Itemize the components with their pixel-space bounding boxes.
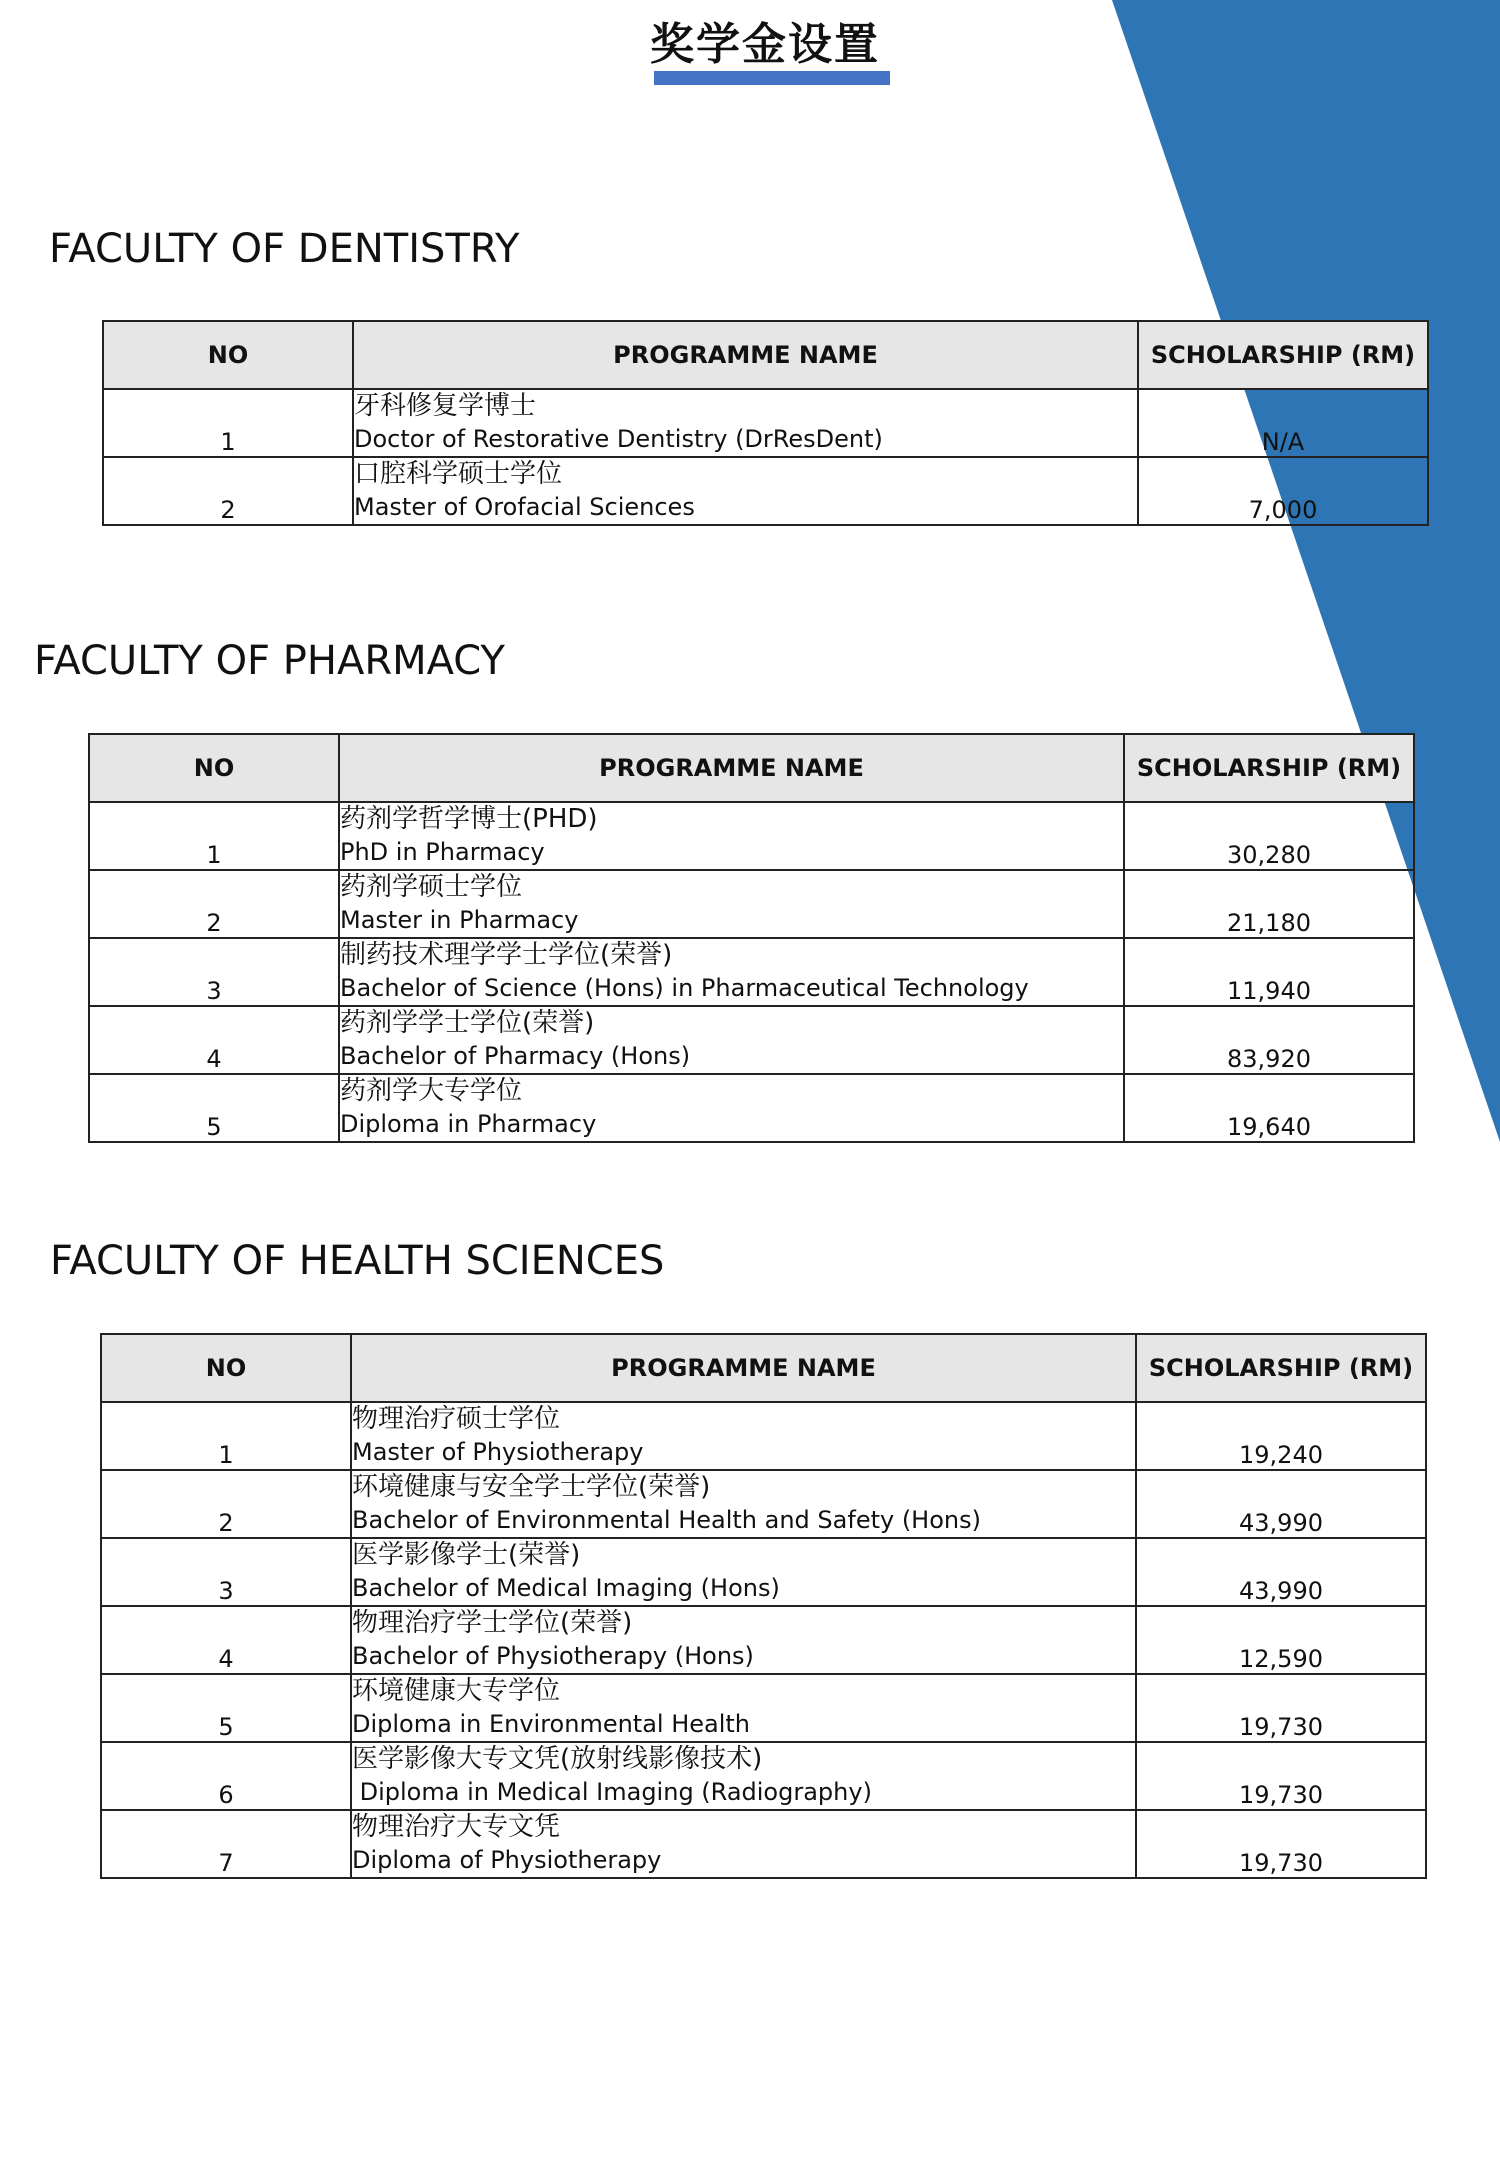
programme-cell	[351, 1742, 1136, 1810]
programme-name-chinese: 医学影像大专文凭(放射线影像技术)	[352, 1744, 763, 1774]
column-header-no: NO	[89, 734, 339, 802]
pharmacy-table	[88, 733, 1415, 1143]
row-number: 5	[89, 1074, 339, 1142]
scholarship-amount: 12,590	[1136, 1606, 1426, 1674]
programme-name-chinese: 医学影像学士(荣誉)	[352, 1540, 581, 1570]
programme-cell	[339, 1074, 1124, 1142]
table-row	[89, 938, 1414, 1006]
programme-name-english: Doctor of Restorative Dentistry (DrResDent)	[354, 425, 883, 453]
row-number: 2	[89, 870, 339, 938]
faculty-title-dentistry: FACULTY OF DENTISTRY	[49, 226, 520, 272]
table-row	[101, 1538, 1426, 1606]
programme-cell	[353, 389, 1138, 457]
table-row	[101, 1674, 1426, 1742]
row-number: 2	[103, 457, 353, 525]
programme-name-english: Master of Physiotherapy	[352, 1438, 644, 1466]
table-row	[101, 1742, 1426, 1810]
scholarship-amount: 83,920	[1124, 1006, 1414, 1074]
row-number: 7	[101, 1810, 351, 1878]
table-row	[103, 389, 1428, 457]
health-sciences-rows	[101, 1402, 1426, 1878]
scholarship-amount: 43,990	[1136, 1538, 1426, 1606]
row-number: 1	[101, 1402, 351, 1470]
row-number: 6	[101, 1742, 351, 1810]
column-header-no: NO	[103, 321, 353, 389]
programme-name-chinese: 口腔科学硕士学位	[354, 459, 563, 489]
scholarship-amount: 30,280	[1124, 802, 1414, 870]
column-header-programme: PROGRAMME NAME	[351, 1334, 1136, 1402]
title-underline-bar	[654, 71, 890, 85]
programme-cell	[351, 1470, 1136, 1538]
dentistry-rows	[103, 389, 1428, 525]
programme-cell	[351, 1538, 1136, 1606]
pharmacy-rows	[89, 802, 1414, 1142]
programme-cell	[339, 1006, 1124, 1074]
programme-name-english: Bachelor of Environmental Health and Safety (Hons)	[352, 1506, 981, 1534]
programme-name-english: Bachelor of Science (Hons) in Pharmaceutical Technology	[340, 974, 1029, 1002]
programme-name-chinese: 药剂学哲学博士(PHD)	[340, 804, 598, 834]
table-row	[101, 1810, 1426, 1878]
column-header-programme: PROGRAMME NAME	[353, 321, 1138, 389]
row-number: 3	[89, 938, 339, 1006]
programme-name-chinese: 制药技术理学学士学位(荣誉)	[340, 940, 673, 970]
row-number: 2	[101, 1470, 351, 1538]
programme-cell	[351, 1810, 1136, 1878]
row-number: 4	[89, 1006, 339, 1074]
programme-name-english: PhD in Pharmacy	[340, 838, 545, 866]
table-row	[101, 1470, 1426, 1538]
row-number: 5	[101, 1674, 351, 1742]
programme-name-chinese: 药剂学学士学位(荣誉)	[340, 1008, 595, 1038]
column-header-scholarship: SCHOLARSHIP (RM)	[1136, 1334, 1426, 1402]
scholarship-amount: N/A	[1138, 389, 1428, 457]
programme-cell	[339, 870, 1124, 938]
programme-cell	[351, 1674, 1136, 1742]
programme-name-chinese: 环境健康与安全学士学位(荣誉)	[352, 1472, 711, 1502]
programme-cell	[339, 802, 1124, 870]
programme-name-english: Bachelor of Physiotherapy (Hons)	[352, 1642, 754, 1670]
programme-name-chinese: 牙科修复学博士	[354, 391, 537, 421]
table-row	[101, 1402, 1426, 1470]
faculty-title-health-sciences: FACULTY OF HEALTH SCIENCES	[50, 1238, 665, 1284]
programme-cell	[339, 938, 1124, 1006]
row-number: 1	[103, 389, 353, 457]
column-header-scholarship: SCHOLARSHIP (RM)	[1124, 734, 1414, 802]
table-row	[89, 870, 1414, 938]
table-row	[103, 457, 1428, 525]
scholarship-amount: 43,990	[1136, 1470, 1426, 1538]
programme-name-english: Bachelor of Medical Imaging (Hons)	[352, 1574, 780, 1602]
programme-name-chinese: 药剂学大专学位	[340, 1076, 523, 1106]
programme-name-english: Master of Orofacial Sciences	[354, 493, 695, 521]
programme-cell	[351, 1606, 1136, 1674]
health-sciences-table	[100, 1333, 1427, 1879]
page-title: 奖学金设置	[650, 19, 880, 70]
row-number: 3	[101, 1538, 351, 1606]
scholarship-amount: 19,240	[1136, 1402, 1426, 1470]
scholarship-amount: 19,730	[1136, 1742, 1426, 1810]
programme-name-english: Diploma in Medical Imaging (Radiography)	[352, 1778, 872, 1806]
table-row	[89, 1006, 1414, 1074]
programme-name-english: Diploma in Environmental Health	[352, 1710, 751, 1738]
column-header-no: NO	[101, 1334, 351, 1402]
programme-name-chinese: 物理治疗硕士学位	[352, 1404, 561, 1434]
table-header-row	[103, 321, 1428, 389]
programme-name-chinese: 环境健康大专学位	[352, 1676, 561, 1706]
table-row	[89, 1074, 1414, 1142]
programme-name-english: Diploma in Pharmacy	[340, 1110, 597, 1138]
programme-cell	[351, 1402, 1136, 1470]
faculty-title-pharmacy: FACULTY OF PHARMACY	[34, 638, 505, 684]
scholarship-amount: 19,730	[1136, 1674, 1426, 1742]
programme-name-english: Diploma of Physiotherapy	[352, 1846, 662, 1874]
table-row	[101, 1606, 1426, 1674]
programme-name-chinese: 药剂学硕士学位	[340, 872, 523, 902]
programme-name-chinese: 物理治疗学士学位(荣誉)	[352, 1608, 633, 1638]
scholarship-amount: 21,180	[1124, 870, 1414, 938]
programme-name-chinese: 物理治疗大专文凭	[352, 1812, 561, 1842]
programme-name-english: Bachelor of Pharmacy (Hons)	[340, 1042, 691, 1070]
scholarship-amount: 11,940	[1124, 938, 1414, 1006]
table-header-row	[89, 734, 1414, 802]
row-number: 4	[101, 1606, 351, 1674]
scholarship-amount: 19,730	[1136, 1810, 1426, 1878]
programme-cell	[353, 457, 1138, 525]
scholarship-amount: 19,640	[1124, 1074, 1414, 1142]
table-header-row	[101, 1334, 1426, 1402]
programme-name-english: Master in Pharmacy	[340, 906, 579, 934]
row-number: 1	[89, 802, 339, 870]
table-row	[89, 802, 1414, 870]
dentistry-table	[102, 320, 1429, 526]
column-header-scholarship: SCHOLARSHIP (RM)	[1138, 321, 1428, 389]
scholarship-amount: 7,000	[1138, 457, 1428, 525]
column-header-programme: PROGRAMME NAME	[339, 734, 1124, 802]
